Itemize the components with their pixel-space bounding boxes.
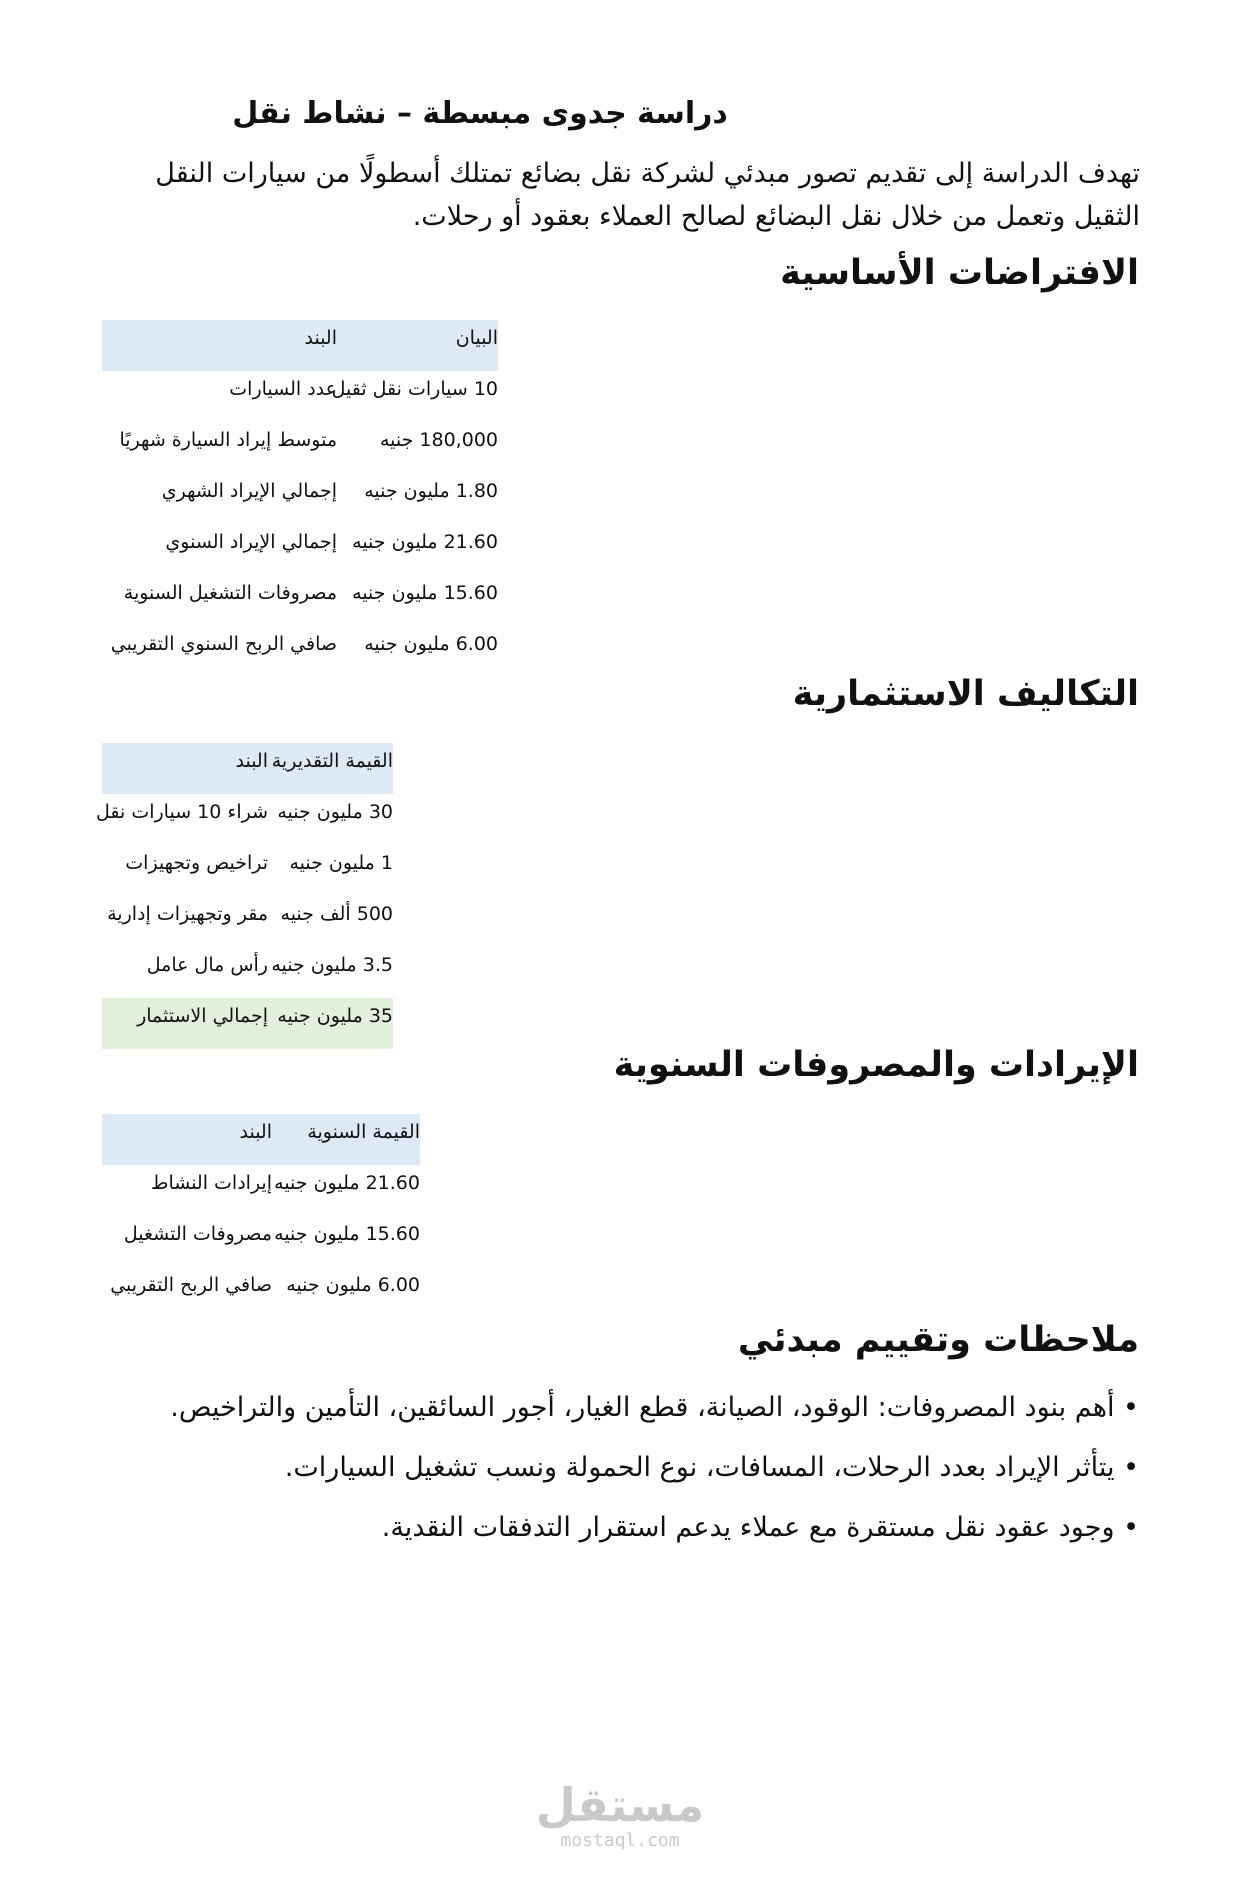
table-row (102, 524, 498, 575)
table-row (102, 1216, 420, 1267)
row-item: مقر وتجهيزات إدارية (107, 903, 268, 925)
assumptions-heading: الافتراضات الأساسية (780, 253, 1139, 293)
intro-paragraph: تهدف الدراسة إلى تقديم تصور مبدئي لشركة نقل بضائع تمتلك أسطولًا من سيارات النقل الثقيل وتعمل من خلال نقل البضائع لصالح العملاء بعقود أو رحلات. (155, 158, 1140, 232)
header-value: البيان (337, 320, 498, 371)
watermark-url: mostaql.com (560, 1830, 680, 1851)
table-row (96, 794, 393, 845)
table-header-row (102, 743, 393, 794)
row-item: تراخيص وتجهيزات (125, 852, 268, 874)
annual-table (102, 1114, 420, 1318)
investment-table (96, 743, 393, 1049)
table-row (102, 371, 498, 422)
note-item: • يتأثر الإيراد بعدد الرحلات، المسافات، نوع الحمولة ونسب تشغيل السيارات. (284, 1452, 1139, 1483)
table-row (102, 422, 498, 473)
row-value: 3.5 مليون جنيه (271, 954, 393, 976)
table-row (102, 626, 498, 677)
row-item: مصروفات التشغيل (123, 1223, 272, 1245)
row-value: 500 ألف جنيه (280, 903, 393, 925)
row-value: 21.60 مليون جنيه (274, 1172, 420, 1194)
table-row (102, 845, 393, 896)
row-item: إجمالي الإيراد الشهري (161, 480, 337, 502)
total-item: إجمالي الاستثمار (102, 998, 268, 1049)
header-value: القيمة السنوية (272, 1114, 420, 1165)
row-item: رأس مال عامل (146, 954, 268, 976)
table-row (102, 473, 498, 524)
table-header-row (102, 1114, 420, 1165)
row-value: 15.60 مليون جنيه (352, 582, 498, 604)
row-item: عدد السيارات (229, 378, 337, 400)
row-value: 6.00 مليون جنيه (364, 633, 498, 655)
row-item: صافي الربح السنوي التقريبي (110, 633, 337, 655)
row-item: إجمالي الإيراد السنوي (165, 531, 337, 553)
note-item: • أهم بنود المصروفات: الوقود، الصيانة، قطع الغيار، أجور السائقين، التأمين والتراخيص. (170, 1392, 1139, 1423)
header-item: البند (102, 320, 337, 371)
table-total-row (102, 998, 393, 1049)
table-row (102, 1267, 420, 1318)
row-item: شراء 10 سيارات نقل (96, 801, 268, 823)
header-value: القيمة التقديرية (268, 743, 393, 794)
row-value: 6.00 مليون جنيه (286, 1274, 420, 1296)
row-item: إيرادات النشاط (150, 1172, 272, 1194)
header-item: البند (102, 1114, 272, 1165)
row-value: 1.80 مليون جنيه (364, 480, 498, 502)
note-item: • وجود عقود نقل مستقرة مع عملاء يدعم استقرار التدفقات النقدية. (381, 1512, 1139, 1543)
row-value: 1 مليون جنيه (289, 852, 393, 874)
watermark-logo: مستقل (535, 1778, 705, 1832)
notes-list (139, 1378, 1139, 1558)
row-value: 10 سيارات نقل ثقيل (331, 378, 498, 400)
annual-heading: الإيرادات والمصروفات السنوية (613, 1045, 1139, 1085)
table-row (102, 575, 498, 626)
investment-heading: التكاليف الاستثمارية (792, 674, 1139, 714)
total-value: 35 مليون جنيه (268, 998, 393, 1049)
row-value: 15.60 مليون جنيه (274, 1223, 420, 1245)
table-row (102, 896, 393, 947)
table-row (102, 947, 393, 998)
notes-heading: ملاحظات وتقييم مبدئي (737, 1320, 1139, 1360)
assumptions-table (102, 320, 498, 677)
row-value: 21.60 مليون جنيه (352, 531, 498, 553)
row-item: متوسط إيراد السيارة شهريًا (119, 429, 337, 451)
header-item: البند (102, 743, 268, 794)
row-item: صافي الربح التقريبي (110, 1274, 272, 1296)
mostaql-watermark (500, 1780, 740, 1852)
row-value: 180,000 جنيه (379, 429, 498, 451)
table-row (102, 1165, 420, 1216)
row-value: 30 مليون جنيه (277, 801, 393, 823)
page-title: دراسة جدوى مبسطة – نشاط نقل (232, 96, 728, 131)
row-item: مصروفات التشغيل السنوية (123, 582, 337, 604)
table-header-row (102, 320, 498, 371)
